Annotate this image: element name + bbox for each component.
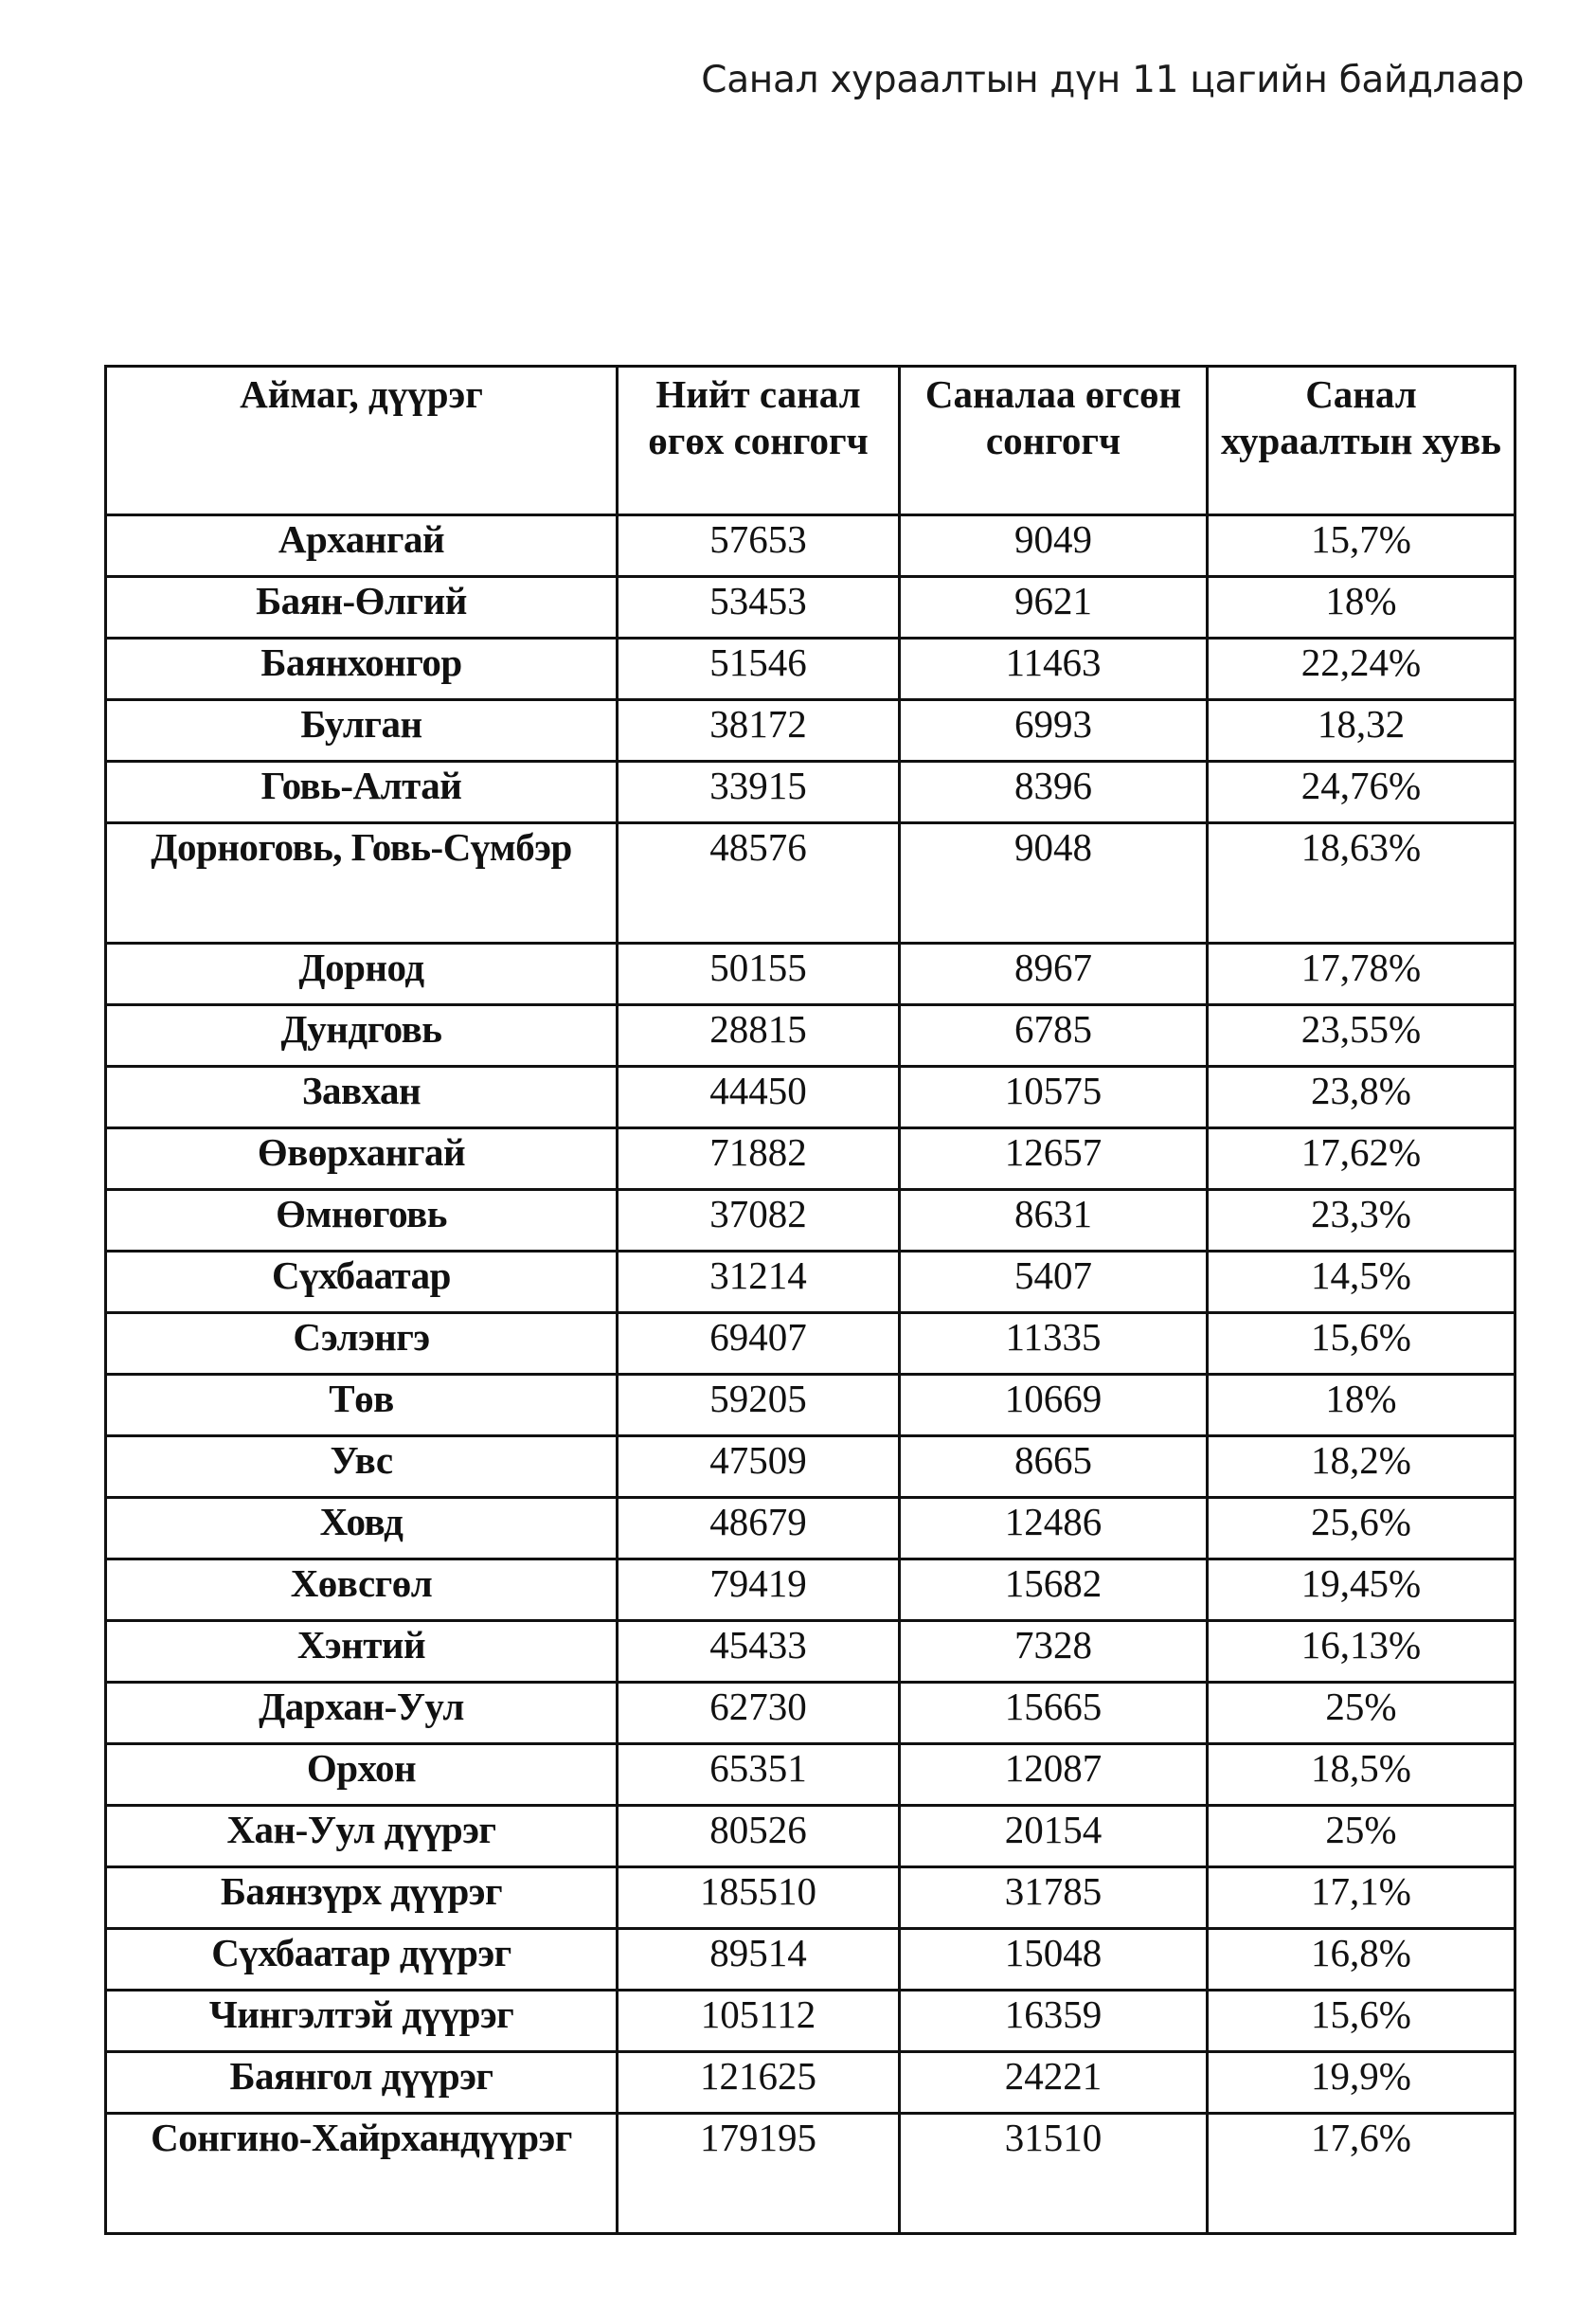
total-voters: 121625: [618, 2052, 900, 2114]
voted-count: 11335: [900, 1313, 1208, 1375]
turnout-percent: 15,6%: [1208, 1313, 1515, 1375]
header-region: Аймаг, дүүрэг: [106, 367, 618, 515]
voted-count: 5407: [900, 1252, 1208, 1313]
turnout-percent: 18,32: [1208, 700, 1515, 762]
table-row: [106, 1744, 1515, 1806]
voted-count: 8665: [900, 1436, 1208, 1498]
page-title: Санал хураалтын дүн 11 цагийн байдлаар: [701, 59, 1524, 101]
turnout-percent: 23,3%: [1208, 1190, 1515, 1252]
turnout-percent: 18%: [1208, 577, 1515, 639]
table-row: [106, 1991, 1515, 2052]
total-voters: 38172: [618, 700, 900, 762]
turnout-percent: 15,6%: [1208, 1991, 1515, 2052]
voted-count: 10575: [900, 1067, 1208, 1128]
region-name: Хан-Уул дүүрэг: [106, 1806, 618, 1867]
table-row: [106, 1252, 1515, 1313]
total-voters: 37082: [618, 1190, 900, 1252]
region-name: Сүхбаатар: [106, 1252, 618, 1313]
table-row: [106, 1806, 1515, 1867]
voted-count: 16359: [900, 1991, 1208, 2052]
region-name: Дундговь: [106, 1005, 618, 1067]
total-voters: 80526: [618, 1806, 900, 1867]
turnout-percent: 18,5%: [1208, 1744, 1515, 1806]
voted-count: 15682: [900, 1559, 1208, 1621]
total-voters: 48576: [618, 823, 900, 944]
total-voters: 57653: [618, 515, 900, 577]
turnout-percent: 18,63%: [1208, 823, 1515, 944]
table-row: [106, 1313, 1515, 1375]
table-row: [106, 1867, 1515, 1929]
region-name: Архангай: [106, 515, 618, 577]
table-row: [106, 1190, 1515, 1252]
total-voters: 89514: [618, 1929, 900, 1991]
region-name: Хөвсгөл: [106, 1559, 618, 1621]
region-name: Өмнөговь: [106, 1190, 618, 1252]
region-name: Төв: [106, 1375, 618, 1436]
region-name: Баянгол дүүрэг: [106, 2052, 618, 2114]
region-name: Сүхбаатар дүүрэг: [106, 1929, 618, 1991]
total-voters: 53453: [618, 577, 900, 639]
turnout-percent: 23,8%: [1208, 1067, 1515, 1128]
total-voters: 47509: [618, 1436, 900, 1498]
table-row: [106, 700, 1515, 762]
voted-count: 31785: [900, 1867, 1208, 1929]
table-row: [106, 1067, 1515, 1128]
table-row: [106, 1005, 1515, 1067]
region-name: Хэнтий: [106, 1621, 618, 1683]
turnout-percent: 19,9%: [1208, 2052, 1515, 2114]
region-name: Баянхонгор: [106, 639, 618, 700]
table-row: [106, 1929, 1515, 1991]
voted-count: 9048: [900, 823, 1208, 944]
region-name: Дархан-Уул: [106, 1683, 618, 1744]
table-row: [106, 515, 1515, 577]
total-voters: 79419: [618, 1559, 900, 1621]
table-row: [106, 2052, 1515, 2114]
region-name: Орхон: [106, 1744, 618, 1806]
region-name: Чингэлтэй дүүрэг: [106, 1991, 618, 2052]
turnout-percent: 18%: [1208, 1375, 1515, 1436]
table-row: [106, 944, 1515, 1005]
voted-count: 8396: [900, 762, 1208, 823]
region-name: Сэлэнгэ: [106, 1313, 618, 1375]
region-name: Булган: [106, 700, 618, 762]
total-voters: 28815: [618, 1005, 900, 1067]
table-row: [106, 1128, 1515, 1190]
table-row: [106, 1375, 1515, 1436]
region-name: Дорнод: [106, 944, 618, 1005]
voted-count: 31510: [900, 2114, 1208, 2234]
turnout-percent: 17,62%: [1208, 1128, 1515, 1190]
table-body: [106, 515, 1515, 2234]
voted-count: 12486: [900, 1498, 1208, 1559]
total-voters: 105112: [618, 1991, 900, 2052]
table-header-row: [106, 367, 1515, 515]
total-voters: 69407: [618, 1313, 900, 1375]
total-voters: 51546: [618, 639, 900, 700]
turnout-percent: 22,24%: [1208, 639, 1515, 700]
total-voters: 71882: [618, 1128, 900, 1190]
voted-count: 8631: [900, 1190, 1208, 1252]
turnout-percent: 14,5%: [1208, 1252, 1515, 1313]
voted-count: 24221: [900, 2052, 1208, 2114]
table-row: [106, 1621, 1515, 1683]
region-name: Дорноговь, Говь-Сүмбэр: [106, 823, 618, 944]
total-voters: 59205: [618, 1375, 900, 1436]
voted-count: 10669: [900, 1375, 1208, 1436]
header-turnout-percent: Санал хураалтын хувь: [1208, 367, 1515, 515]
total-voters: 62730: [618, 1683, 900, 1744]
region-name: Баян-Өлгий: [106, 577, 618, 639]
region-name: Завхан: [106, 1067, 618, 1128]
table-row: [106, 762, 1515, 823]
total-voters: 44450: [618, 1067, 900, 1128]
turnout-percent: 16,8%: [1208, 1929, 1515, 1991]
total-voters: 65351: [618, 1744, 900, 1806]
total-voters: 33915: [618, 762, 900, 823]
region-name: Баянзүрх дүүрэг: [106, 1867, 618, 1929]
voted-count: 6785: [900, 1005, 1208, 1067]
header-total-voters: Нийт санал өгөх сонгогч: [618, 367, 900, 515]
total-voters: 31214: [618, 1252, 900, 1313]
voting-results-table: [104, 365, 1516, 2235]
turnout-percent: 16,13%: [1208, 1621, 1515, 1683]
table-row: [106, 639, 1515, 700]
turnout-percent: 18,2%: [1208, 1436, 1515, 1498]
voted-count: 6993: [900, 700, 1208, 762]
header-voted: Саналаа өгсөн сонгогч: [900, 367, 1208, 515]
turnout-percent: 25%: [1208, 1683, 1515, 1744]
turnout-percent: 17,1%: [1208, 1867, 1515, 1929]
voted-count: 7328: [900, 1621, 1208, 1683]
voted-count: 15665: [900, 1683, 1208, 1744]
turnout-percent: 17,78%: [1208, 944, 1515, 1005]
region-name: Увс: [106, 1436, 618, 1498]
table-row: [106, 2114, 1515, 2234]
voted-count: 8967: [900, 944, 1208, 1005]
table-row: [106, 823, 1515, 944]
voted-count: 12657: [900, 1128, 1208, 1190]
turnout-percent: 23,55%: [1208, 1005, 1515, 1067]
voted-count: 20154: [900, 1806, 1208, 1867]
table-row: [106, 577, 1515, 639]
table-row: [106, 1683, 1515, 1744]
total-voters: 50155: [618, 944, 900, 1005]
turnout-percent: 25%: [1208, 1806, 1515, 1867]
turnout-percent: 24,76%: [1208, 762, 1515, 823]
turnout-percent: 15,7%: [1208, 515, 1515, 577]
voted-count: 9621: [900, 577, 1208, 639]
total-voters: 48679: [618, 1498, 900, 1559]
table-row: [106, 1498, 1515, 1559]
total-voters: 185510: [618, 1867, 900, 1929]
region-name: Сонгино-Хайрхандүүрэг: [106, 2114, 618, 2234]
table-row: [106, 1436, 1515, 1498]
voted-count: 11463: [900, 639, 1208, 700]
turnout-percent: 17,6%: [1208, 2114, 1515, 2234]
region-name: Говь-Алтай: [106, 762, 618, 823]
total-voters: 179195: [618, 2114, 900, 2234]
voted-count: 9049: [900, 515, 1208, 577]
region-name: Ховд: [106, 1498, 618, 1559]
turnout-percent: 19,45%: [1208, 1559, 1515, 1621]
total-voters: 45433: [618, 1621, 900, 1683]
voted-count: 15048: [900, 1929, 1208, 1991]
voted-count: 12087: [900, 1744, 1208, 1806]
table-row: [106, 1559, 1515, 1621]
region-name: Өвөрхангай: [106, 1128, 618, 1190]
turnout-percent: 25,6%: [1208, 1498, 1515, 1559]
